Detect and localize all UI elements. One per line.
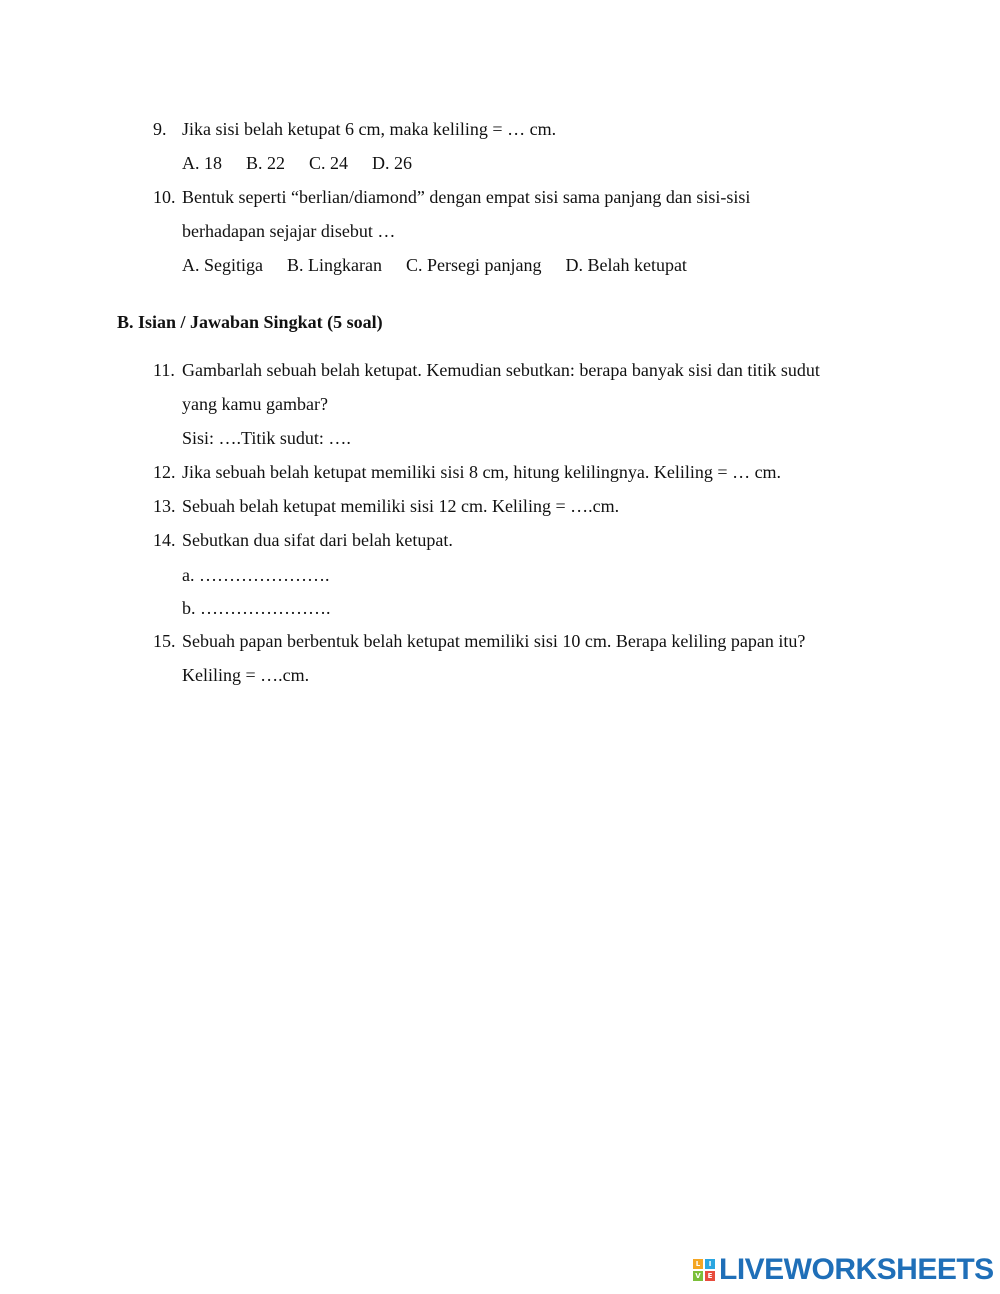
question-13-number: 13. bbox=[153, 496, 176, 516]
logo-block-l: L bbox=[693, 1259, 703, 1269]
logo-text: LIVEWORKSHEETS bbox=[719, 1253, 994, 1286]
question-10-option-b: B. Lingkaran bbox=[287, 255, 382, 275]
section-b-heading: B. Isian / Jawaban Singkat (5 soal) bbox=[117, 312, 383, 332]
question-9-options bbox=[182, 152, 436, 174]
question-15-text-line1: Sebuah papan berbentuk belah ketupat memiliki sisi 10 cm. Berapa keliling papan itu? bbox=[182, 631, 806, 651]
question-14-answer-b: b. …………………. bbox=[182, 598, 331, 618]
question-9-option-a: A. 18 bbox=[182, 153, 222, 173]
question-14-answer-a: a. …………………. bbox=[182, 565, 330, 585]
question-9-option-b: B. 22 bbox=[246, 153, 286, 173]
question-13-text: Sebuah belah ketupat memiliki sisi 12 cm. Keliling = ….cm. bbox=[182, 496, 620, 516]
question-10-option-d: D. Belah ketupat bbox=[565, 255, 687, 275]
question-15-number: 15. bbox=[153, 631, 176, 651]
logo-block-i: I bbox=[705, 1259, 715, 1269]
liveworksheets-logo bbox=[693, 1253, 994, 1286]
question-10-option-a: A. Segitiga bbox=[182, 255, 263, 275]
question-9-option-c: C. 24 bbox=[309, 153, 349, 173]
logo-block-e: E bbox=[705, 1271, 715, 1281]
question-11-text-line2: yang kamu gambar? bbox=[182, 394, 328, 414]
question-10-text-line2: berhadapan sejajar disebut … bbox=[182, 221, 396, 241]
question-11-text-line1: Gambarlah sebuah belah ketupat. Kemudian sebutkan: berapa banyak sisi dan titik sudut bbox=[182, 360, 820, 380]
question-14-text: Sebutkan dua sifat dari belah ketupat. bbox=[182, 530, 453, 550]
question-9-option-d: D. 26 bbox=[372, 153, 413, 173]
question-11-number: 11. bbox=[153, 360, 175, 380]
question-10-option-c: C. Persegi panjang bbox=[405, 255, 542, 275]
question-15-answer-line: Keliling = ….cm. bbox=[182, 665, 310, 685]
question-12-text: Jika sebuah belah ketupat memiliki sisi 8 cm, hitung kelilingnya. Keliling = … cm. bbox=[182, 462, 782, 482]
question-10-text-line1: Bentuk seperti “berlian/diamond” dengan empat sisi sama panjang dan sisi-sisi bbox=[182, 187, 751, 207]
question-14-number: 14. bbox=[153, 530, 176, 550]
question-12-number: 12. bbox=[153, 462, 176, 482]
question-9-number: 9. bbox=[153, 119, 167, 139]
question-10-options bbox=[182, 254, 711, 276]
question-9-text: Jika sisi belah ketupat 6 cm, maka keliling = … cm. bbox=[182, 119, 557, 139]
question-11-answer-line: Sisi: ….Titik sudut: …. bbox=[182, 428, 351, 448]
logo-blocks-icon bbox=[693, 1259, 715, 1281]
question-10-number: 10. bbox=[153, 187, 176, 207]
logo-block-v: V bbox=[693, 1271, 703, 1281]
